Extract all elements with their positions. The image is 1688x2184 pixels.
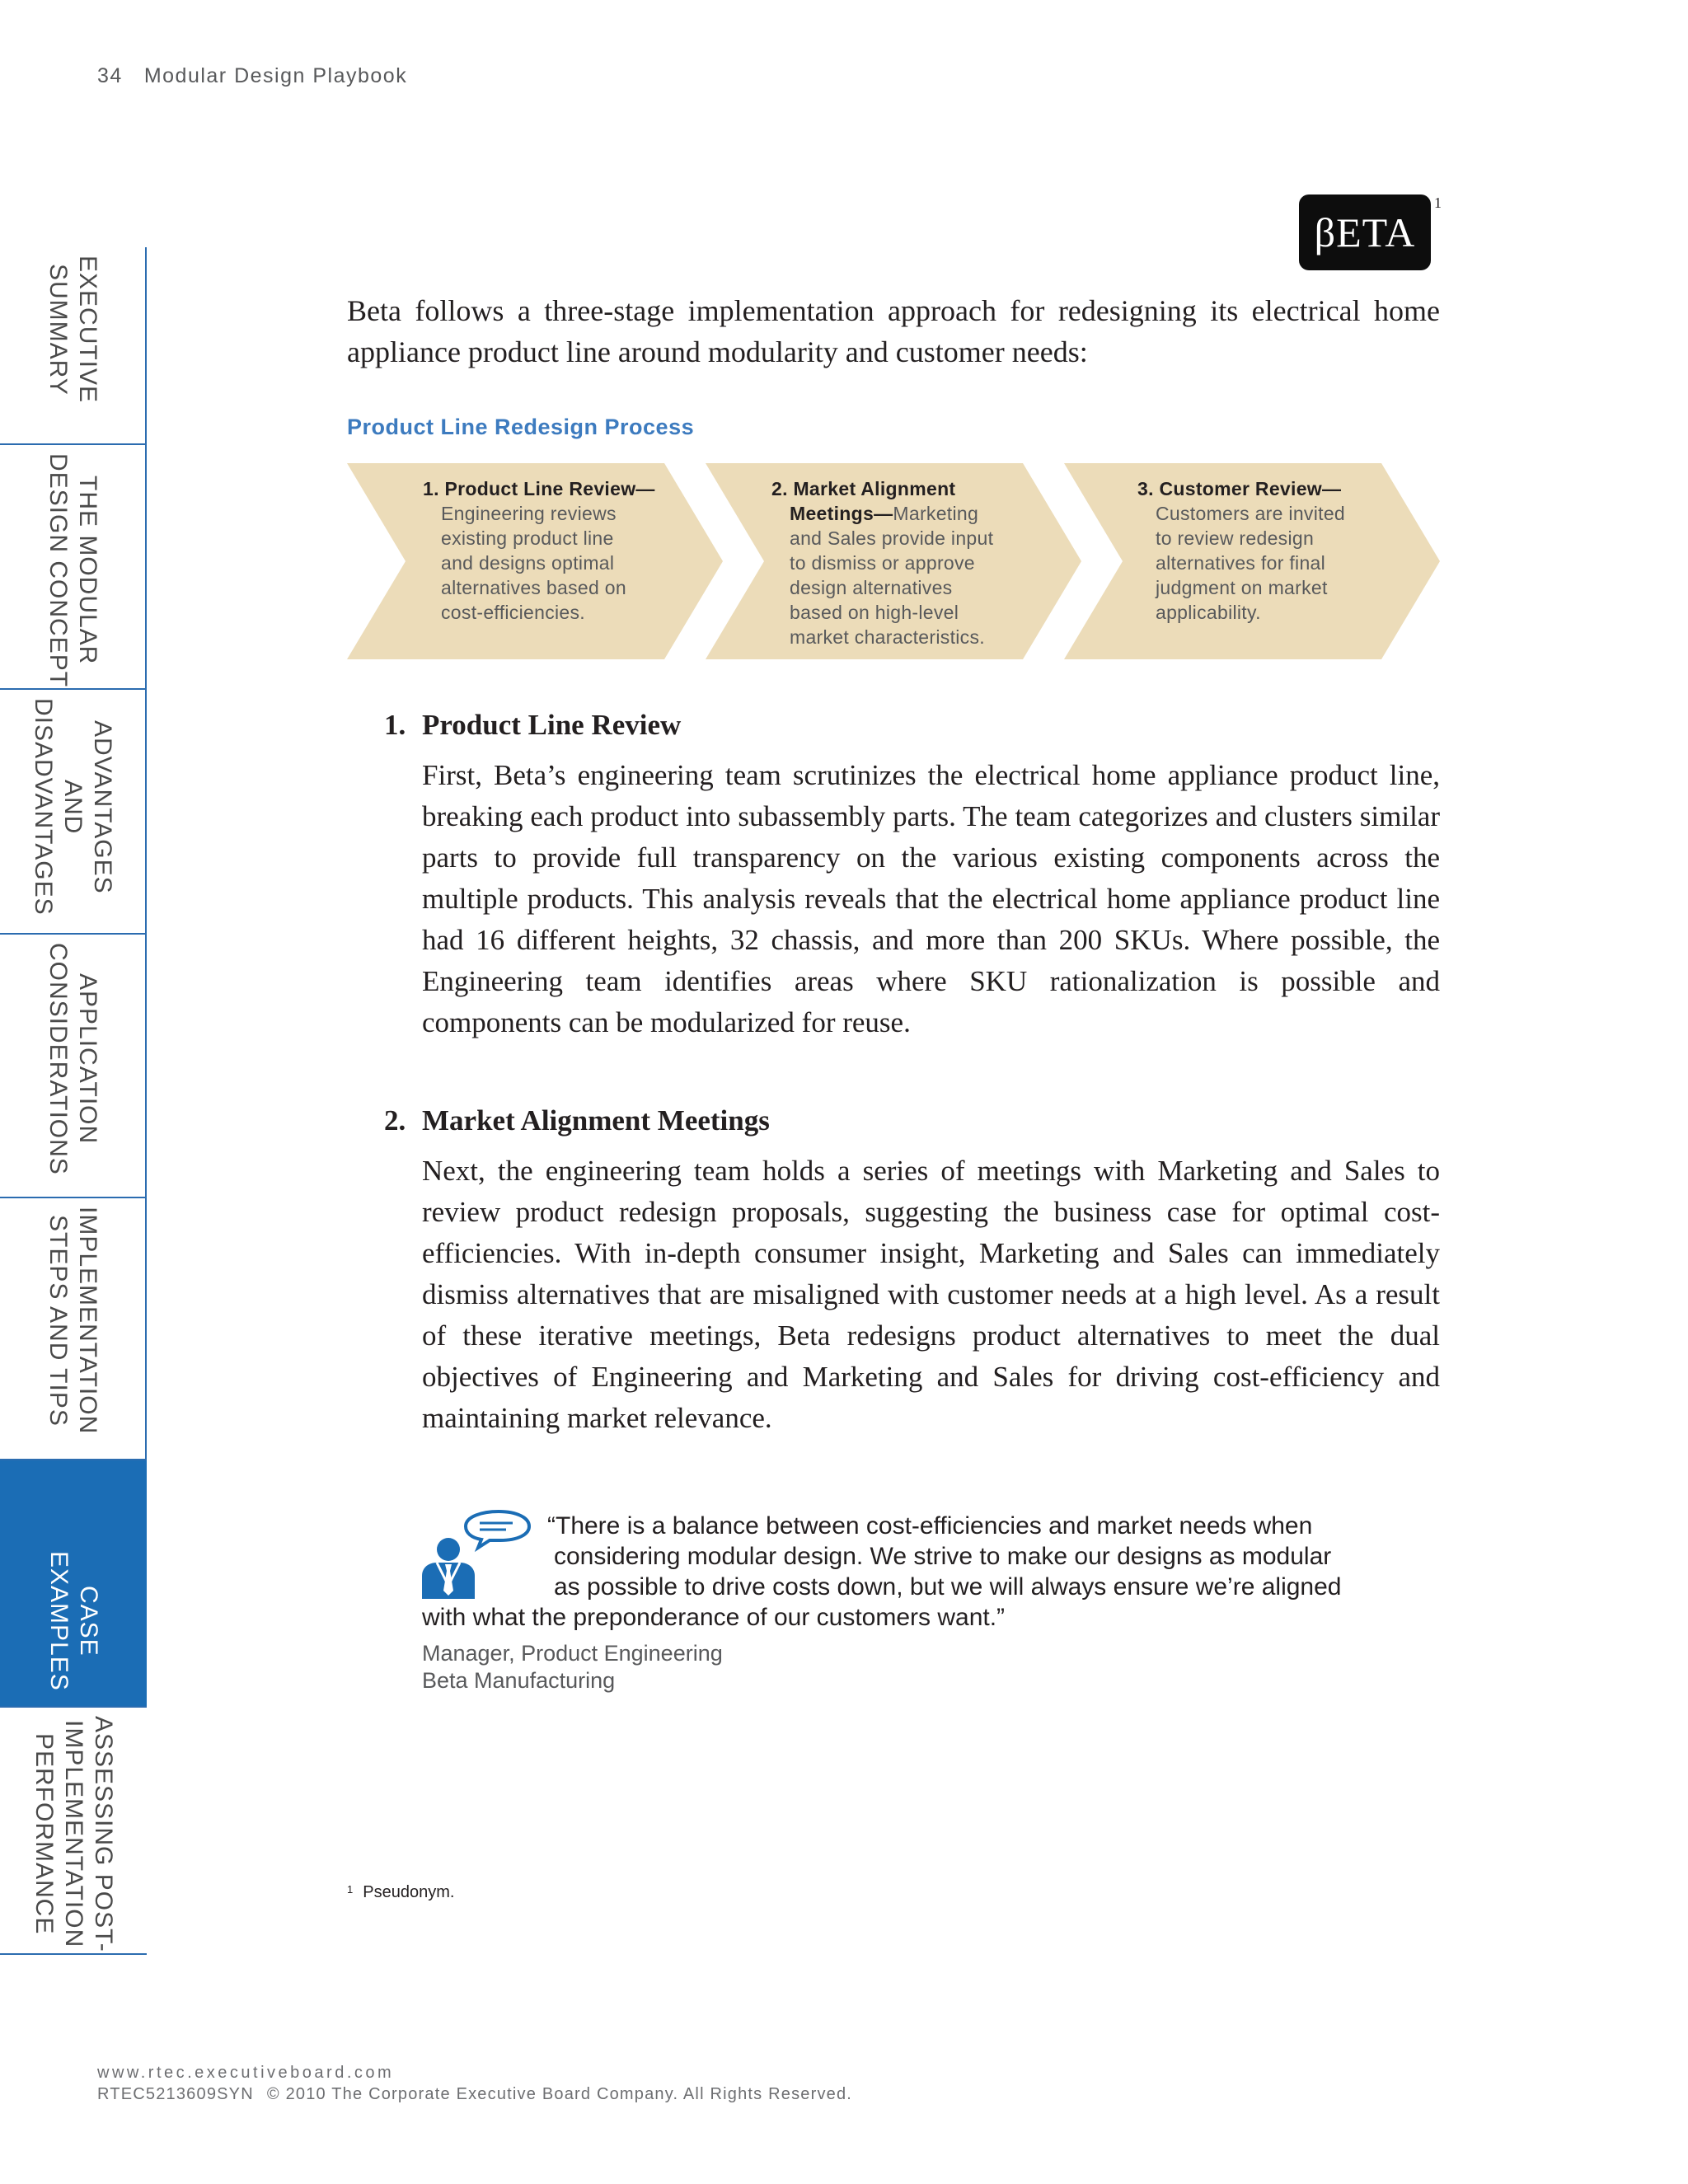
tab-modular-design-concept[interactable] bbox=[0, 445, 147, 690]
section-1-body: First, Beta’s engineering team scrutinizes the electrical home appliance product line, breaking each product into subassembly parts. The team categorizes and clusters similar parts to provide full transparency on the various existing components across the multiple products. This analysis reveals that the electrical home appliance product line had 16 different heights, 32 chassis, and more than 200 SKUs. Where possible, the Engineering team identifies areas where SKU rationalization is possible and components can be modularized for reuse. bbox=[422, 759, 1440, 1038]
quote-line: with what the preponderance of our customers want.” bbox=[422, 1604, 1006, 1631]
tab-assessing-performance[interactable] bbox=[0, 1708, 147, 1955]
beta-logo bbox=[1299, 194, 1431, 270]
quote-line: as possible to drive costs down, but we will always ensure we’re aligned bbox=[554, 1573, 1342, 1601]
step-1-line: Engineering reviews bbox=[441, 503, 617, 524]
step-3-line: judgment on market bbox=[1156, 577, 1328, 598]
section-title: Market Alignment Meetings bbox=[422, 1104, 770, 1137]
process-title: Product Line Redesign Process bbox=[347, 415, 695, 439]
tab-label: THE MODULAR DESIGN CONCEPT bbox=[45, 453, 101, 688]
publication-title: Modular Design Playbook bbox=[143, 64, 408, 87]
step-3-heading: 3. Customer Review— bbox=[1137, 478, 1342, 499]
step-3-line: Customers are invited bbox=[1156, 503, 1345, 524]
footnote bbox=[347, 1883, 454, 1902]
step-1-line: and designs optimal bbox=[441, 552, 615, 574]
document-code: RTEC5213609SYN bbox=[97, 2085, 254, 2103]
step-2-heading-rest: Marketing bbox=[893, 503, 979, 524]
logo-footnote-mark: 1 bbox=[1434, 194, 1442, 211]
tab-label: ADVANTAGES AND DISADVANTAGES bbox=[30, 698, 116, 916]
step-2-line: and Sales provide input bbox=[790, 527, 994, 549]
section-2-body: Next, the engineering team holds a series of meetings with Marketing and Sales to review product redesign proposals, suggesting the business case for optimal cost-efficiencies. With in-depth consumer insight, Marketing and Sales can immediately dismiss alternatives that are misaligned with customer needs at a high level. As a result of these iterative meetings, Beta redesigns product alternatives to meet the dual objectives of Engineering and Marketing and Sales for driving cost-efficiency and maintaining market relevance. bbox=[422, 1155, 1440, 1434]
step-2-line: based on high-level bbox=[790, 602, 959, 623]
process-step-2 bbox=[706, 463, 1081, 659]
footnote-text: Pseudonym. bbox=[363, 1883, 455, 1901]
step-2-line: to dismiss or approve bbox=[790, 552, 975, 574]
tab-label: CASE EXAMPLES bbox=[45, 1551, 102, 1691]
step-1-line: alternatives based on bbox=[441, 577, 626, 598]
step-1-line: existing product line bbox=[441, 527, 614, 549]
logo-text: βETA bbox=[1314, 209, 1416, 255]
tab-label: IMPLEMENTATION STEPS AND TIPS bbox=[45, 1207, 101, 1435]
page-number: 34 bbox=[97, 64, 123, 87]
step-2-heading-cont: Meetings— bbox=[790, 503, 893, 524]
step-1-text bbox=[423, 476, 655, 625]
section-number: 1. bbox=[384, 709, 406, 741]
process-step-1 bbox=[347, 463, 723, 659]
running-header bbox=[97, 64, 407, 88]
step-3-text bbox=[1137, 476, 1345, 625]
customer-quote bbox=[422, 1511, 1444, 1633]
copyright: © 2010 The Corporate Executive Board Company. All Rights Reserved. bbox=[266, 2085, 853, 2103]
step-2-text bbox=[771, 476, 993, 649]
quote-line: considering modular design. We strive to make our designs as modular bbox=[554, 1543, 1332, 1570]
attribution-org: Beta Manufacturing bbox=[422, 1668, 616, 1693]
tab-executive-summary[interactable] bbox=[0, 247, 147, 445]
footnote-mark: 1 bbox=[347, 1883, 354, 1896]
tab-case-examples[interactable] bbox=[0, 1460, 147, 1708]
step-3-line: alternatives for final bbox=[1156, 552, 1326, 574]
step-2-line: design alternatives bbox=[790, 577, 953, 598]
tab-application-considerations[interactable] bbox=[0, 935, 147, 1198]
step-2-line: market characteristics. bbox=[790, 626, 985, 648]
intro-paragraph: Beta follows a three-stage implementation approach for redesigning its electrical home appliance product line around modularity and customer needs: bbox=[347, 294, 1440, 368]
section-1-heading bbox=[384, 709, 681, 742]
section-number: 2. bbox=[384, 1104, 406, 1137]
quote-attribution bbox=[422, 1640, 723, 1694]
process-step-3 bbox=[1064, 463, 1440, 659]
quote-line: “There is a balance between cost-efficiencies and market needs when bbox=[547, 1512, 1313, 1540]
attribution-role: Manager, Product Engineering bbox=[422, 1641, 723, 1666]
tab-label: EXECUTIVE SUMMARY bbox=[45, 255, 101, 404]
tab-label: ASSESSING POST- IMPLEMENTATION PERFORMANCE bbox=[30, 1716, 117, 1952]
page-footer bbox=[97, 2062, 852, 2105]
step-1-line: cost-efficiencies. bbox=[441, 602, 585, 623]
section-2-heading bbox=[384, 1104, 770, 1137]
step-3-line: applicability. bbox=[1156, 602, 1261, 623]
step-2-heading: 2. Market Alignment bbox=[771, 478, 956, 499]
footer-url[interactable]: www.rtec.executiveboard.com bbox=[97, 2064, 395, 2082]
step-3-line: to review redesign bbox=[1156, 527, 1315, 549]
step-1-heading: 1. Product Line Review— bbox=[423, 478, 655, 499]
tab-implementation-steps[interactable] bbox=[0, 1198, 147, 1460]
tab-label: APPLICATION CONSIDERATIONS bbox=[45, 943, 101, 1175]
section-title: Product Line Review bbox=[422, 709, 682, 741]
tab-advantages-disadvantages[interactable] bbox=[0, 690, 147, 935]
